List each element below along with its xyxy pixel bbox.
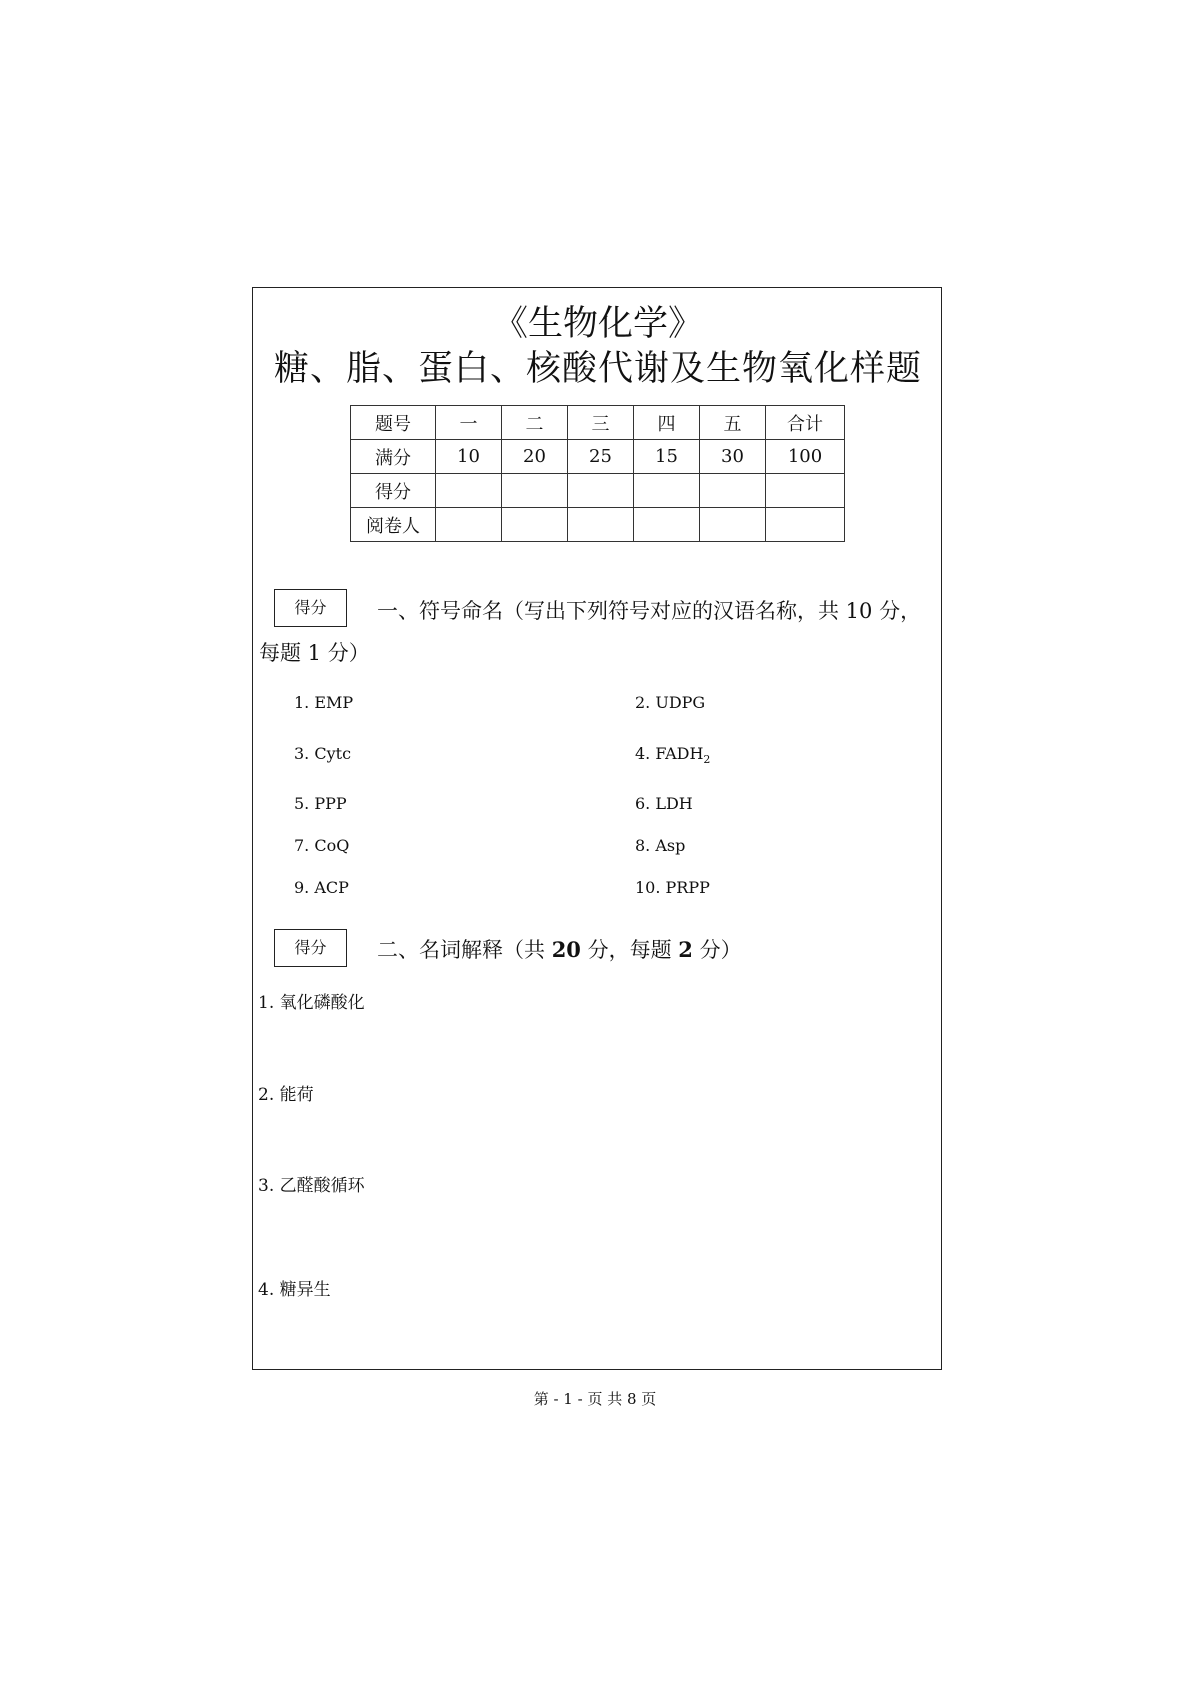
- question-item: 3. Cytc: [294, 744, 352, 763]
- table-cell: 二: [502, 406, 568, 440]
- score-entry-cell[interactable]: [766, 474, 845, 508]
- term-item: 3. 乙醛酸循环: [258, 1176, 365, 1196]
- question-item: 2. UDPG: [635, 693, 706, 712]
- reviewer-entry-cell[interactable]: [766, 508, 845, 542]
- course-title: 《生物化学》: [492, 304, 703, 344]
- reviewer-entry-cell[interactable]: [436, 508, 502, 542]
- heading-part: 2: [678, 937, 693, 962]
- table-cell: 题号: [351, 406, 436, 440]
- exam-title: 糖、脂、蛋白、核酸代谢及生物氧化样题: [273, 349, 922, 389]
- table-cell: 一: [436, 406, 502, 440]
- score-entry-cell[interactable]: [436, 474, 502, 508]
- question-item: 1. EMP: [294, 693, 354, 712]
- section1-score-box[interactable]: 得分: [274, 589, 347, 627]
- score-entry-cell[interactable]: [700, 474, 766, 508]
- reviewer-entry-cell[interactable]: [502, 508, 568, 542]
- question-item: 7. CoQ: [294, 836, 350, 855]
- table-cell: 满分: [351, 440, 436, 474]
- subscript: 2: [703, 753, 711, 767]
- table-cell: 四: [634, 406, 700, 440]
- table-cell: 10: [436, 440, 502, 474]
- question-item: 5. PPP: [294, 794, 347, 813]
- section1-heading: 一、符号命名（写出下列符号对应的汉语名称，共 10 分，: [377, 599, 922, 623]
- table-cell: 30: [700, 440, 766, 474]
- score-entry-cell[interactable]: [634, 474, 700, 508]
- question-text: 4. FADH: [635, 744, 704, 763]
- table-cell: 25: [568, 440, 634, 474]
- table-cell: 15: [634, 440, 700, 474]
- table-cell: 三: [568, 406, 634, 440]
- heading-part: 二、名词解释（共: [377, 938, 552, 962]
- section1-heading-cont: 每题 1 分）: [259, 641, 370, 665]
- section2-heading: [377, 934, 742, 964]
- exam-frame: [252, 287, 942, 1370]
- term-item: 4. 糖异生: [258, 1280, 331, 1300]
- score-table: [350, 405, 845, 542]
- question-item: [635, 744, 710, 766]
- score-entry-cell[interactable]: [568, 474, 634, 508]
- term-item: 1. 氧化磷酸化: [258, 993, 365, 1013]
- heading-part: 分）: [692, 938, 742, 962]
- reviewer-entry-cell[interactable]: [568, 508, 634, 542]
- reviewer-entry-cell[interactable]: [634, 508, 700, 542]
- table-row-header: [351, 406, 845, 440]
- table-row-score: [351, 474, 845, 508]
- table-cell: 20: [502, 440, 568, 474]
- heading-part: 分，每题: [580, 938, 679, 962]
- table-cell: 合计: [766, 406, 845, 440]
- question-item: 9. ACP: [294, 878, 349, 897]
- table-cell: 阅卷人: [351, 508, 436, 542]
- page-footer: 第 - 1 - 页 共 8 页: [533, 1390, 657, 1408]
- table-cell: 五: [700, 406, 766, 440]
- table-cell: 得分: [351, 474, 436, 508]
- question-item: 6. LDH: [635, 794, 693, 813]
- term-item: 2. 能荷: [258, 1085, 314, 1105]
- score-entry-cell[interactable]: [502, 474, 568, 508]
- table-row-full-score: [351, 440, 845, 474]
- reviewer-entry-cell[interactable]: [700, 508, 766, 542]
- heading-part: 20: [551, 937, 581, 962]
- question-item: 10. PRPP: [635, 878, 710, 897]
- table-cell: 100: [766, 440, 845, 474]
- table-row-reviewer: [351, 508, 845, 542]
- question-item: 8. Asp: [635, 836, 686, 855]
- section2-score-box[interactable]: 得分: [274, 929, 347, 967]
